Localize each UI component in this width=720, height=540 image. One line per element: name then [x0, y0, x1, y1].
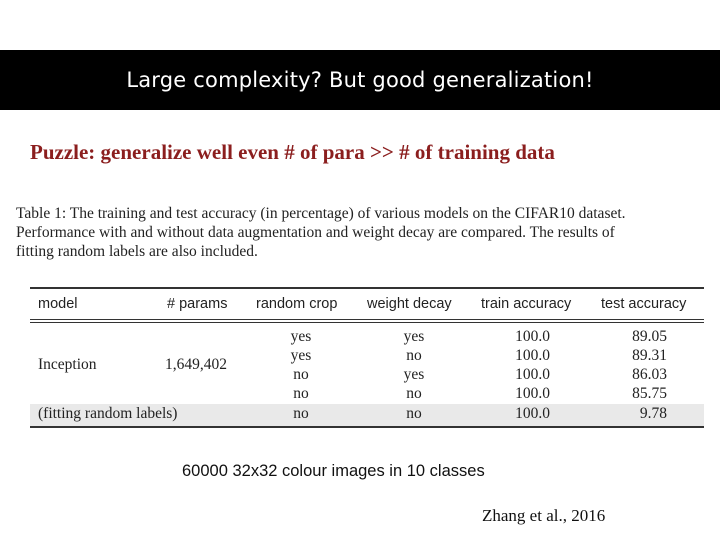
column-header-params: # params — [167, 296, 228, 312]
table-cell-test-accuracy: 86.03 — [632, 366, 667, 383]
table-cell-random-crop: yes — [290, 347, 312, 364]
puzzle-statement: Puzzle: generalize well even # of para >> # of training data — [30, 140, 555, 164]
column-header-model: model — [38, 296, 78, 312]
table-bottom-rule — [30, 426, 704, 428]
column-header-weight-decay: weight decay — [367, 296, 452, 312]
column-header-train-accuracy: train accuracy — [481, 296, 572, 312]
table-cell-weight-decay: yes — [403, 366, 425, 383]
caption-line: Table 1: The training and test accuracy (in percentage) of various models on the CIFAR10 dataset. — [16, 205, 626, 222]
slide-title-bar — [0, 50, 720, 110]
param-count: 1,649,402 — [165, 356, 227, 373]
table-cell-train-accuracy: 100.0 — [515, 366, 550, 383]
table-cell-random-crop: yes — [290, 328, 312, 345]
model-name: Inception — [38, 356, 97, 373]
table-cell-train-accuracy: 100.0 — [515, 347, 550, 364]
table-cell-train-accuracy: 100.0 — [515, 405, 550, 422]
random-labels-model: (fitting random labels) — [38, 405, 178, 422]
table-cell-weight-decay: no — [406, 347, 422, 364]
table-cell-weight-decay: no — [406, 405, 422, 422]
table-cell-test-accuracy: 89.05 — [632, 328, 667, 345]
table-cell-train-accuracy: 100.0 — [515, 328, 550, 345]
caption-line: fitting random labels are also included. — [16, 243, 258, 260]
table-cell-test-accuracy: 9.78 — [639, 405, 667, 422]
table-cell-train-accuracy: 100.0 — [515, 385, 550, 402]
table-caption — [16, 204, 718, 261]
citation: Zhang et al., 2016 — [482, 506, 606, 525]
table-header-rule — [30, 319, 704, 320]
dataset-note: 60000 32x32 colour images in 10 classes — [182, 462, 485, 480]
table-cell-test-accuracy: 85.75 — [632, 385, 667, 402]
table-cell-random-crop: no — [293, 366, 309, 383]
caption-line: Performance with and without data augmentation and weight decay are compared. The results of — [16, 224, 615, 241]
table-cell-weight-decay: no — [406, 385, 422, 402]
table-header-rule — [30, 322, 704, 323]
table-cell-test-accuracy: 89.31 — [632, 347, 667, 364]
slide-title: Large complexity? But good generalization! — [126, 68, 594, 92]
table-cell-random-crop: no — [293, 405, 309, 422]
results-table — [30, 287, 704, 429]
table-cell-weight-decay: yes — [403, 328, 425, 345]
table-cell-random-crop: no — [293, 385, 309, 402]
column-header-test-accuracy: test accuracy — [601, 296, 687, 312]
table-top-rule — [30, 287, 704, 289]
column-header-random-crop: random crop — [256, 296, 338, 312]
